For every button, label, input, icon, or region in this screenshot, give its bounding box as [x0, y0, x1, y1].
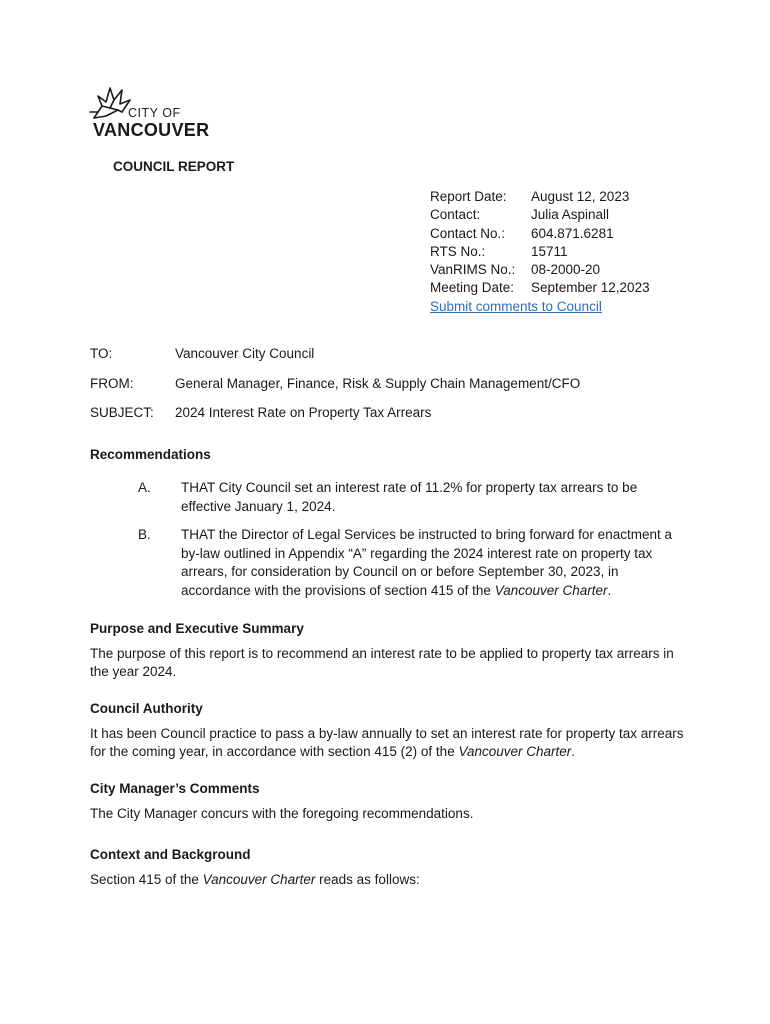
recommendation-text-main: THAT the Director of Legal Services be instructed to bring forward for enactment a by-law outlined in Appendix “A” regarding the 2024 interest rate on property tax arrears, for consideration by Council on or before September 30, 2023, in accordance with the provisions of section 415 of the: [181, 527, 672, 598]
to-label: TO:: [90, 346, 113, 361]
meta-row-report-date: [430, 188, 650, 206]
from-label: FROM:: [90, 376, 134, 391]
from-line: [90, 376, 580, 391]
recommendation-text: [181, 526, 686, 600]
authority-text-main: It has been Council practice to pass a by-law annually to set an interest rate for property tax arrears for the coming year, in accordance with section 415 (2) of the: [90, 726, 684, 759]
recommendation-number: A.: [138, 480, 151, 495]
recommendation-item: [138, 526, 698, 600]
meta-label: Meeting Date:: [430, 280, 515, 296]
report-meta: [430, 188, 650, 316]
to-line: [90, 346, 314, 361]
from-value: General Manager, Finance, Risk & Supply Chain Management/CFO: [175, 376, 581, 391]
authority-heading: Council Authority: [90, 701, 203, 716]
meta-row-meeting-date: [430, 279, 650, 297]
context-text-main: Section 415 of the: [90, 872, 203, 887]
meta-value: 604.871.6281: [531, 225, 614, 241]
to-value: Vancouver City Council: [175, 346, 315, 361]
meta-value: 08-2000-20: [531, 262, 601, 278]
meta-label: Contact:: [430, 207, 481, 223]
recommendation-text: THAT City Council set an interest rate of 11.2% for property tax arrears to be effective January 1, 2024.: [181, 480, 638, 514]
context-text-end: reads as follows:: [315, 872, 420, 887]
meta-row-contact-no: [430, 225, 650, 243]
meta-label: Contact No.:: [430, 225, 506, 241]
logo-city-of: CITY OF: [128, 106, 181, 120]
manager-heading: City Manager’s Comments: [90, 781, 260, 796]
submit-comments-link[interactable]: Submit comments to Council: [430, 298, 602, 314]
charter-name: Vancouver Charter: [458, 743, 572, 759]
meta-value: August 12, 2023: [531, 189, 630, 204]
recommendation-item: [138, 479, 698, 516]
meta-label: VanRIMS No.:: [430, 262, 516, 278]
recommendation-text-end: .: [607, 582, 612, 598]
city-logo: [88, 82, 238, 142]
meta-label: Report Date:: [430, 189, 507, 204]
context-heading: Context and Background: [90, 847, 251, 862]
report-title: COUNCIL REPORT: [113, 159, 235, 174]
meta-row-vanrims-no: [430, 261, 650, 279]
subject-label: SUBJECT:: [90, 405, 154, 420]
charter-name: Vancouver Charter: [494, 582, 608, 598]
purpose-heading: Purpose and Executive Summary: [90, 621, 304, 636]
context-text: [90, 871, 690, 889]
meta-label: RTS No.:: [430, 243, 486, 259]
meta-value: Julia Aspinall: [531, 207, 610, 223]
manager-text: The City Manager concurs with the foregoing recommendations.: [90, 806, 474, 821]
recommendations-heading: Recommendations: [90, 447, 211, 462]
meta-value: 15711: [531, 243, 568, 259]
meta-row-rts-no: [430, 243, 650, 261]
subject-value: 2024 Interest Rate on Property Tax Arrears: [175, 405, 432, 420]
meta-row-contact: [430, 206, 650, 224]
recommendation-number: B.: [138, 527, 151, 542]
authority-text: [90, 725, 690, 760]
authority-text-end: .: [571, 743, 576, 759]
logo-vancouver: VANCOUVER: [93, 120, 210, 140]
subject-line: [90, 405, 431, 420]
charter-name: Vancouver Charter: [202, 872, 316, 887]
meta-value: September 12,2023: [531, 280, 650, 296]
purpose-text: The purpose of this report is to recommend an interest rate to be applied to property tax arrears in the year 2024.: [90, 646, 674, 679]
